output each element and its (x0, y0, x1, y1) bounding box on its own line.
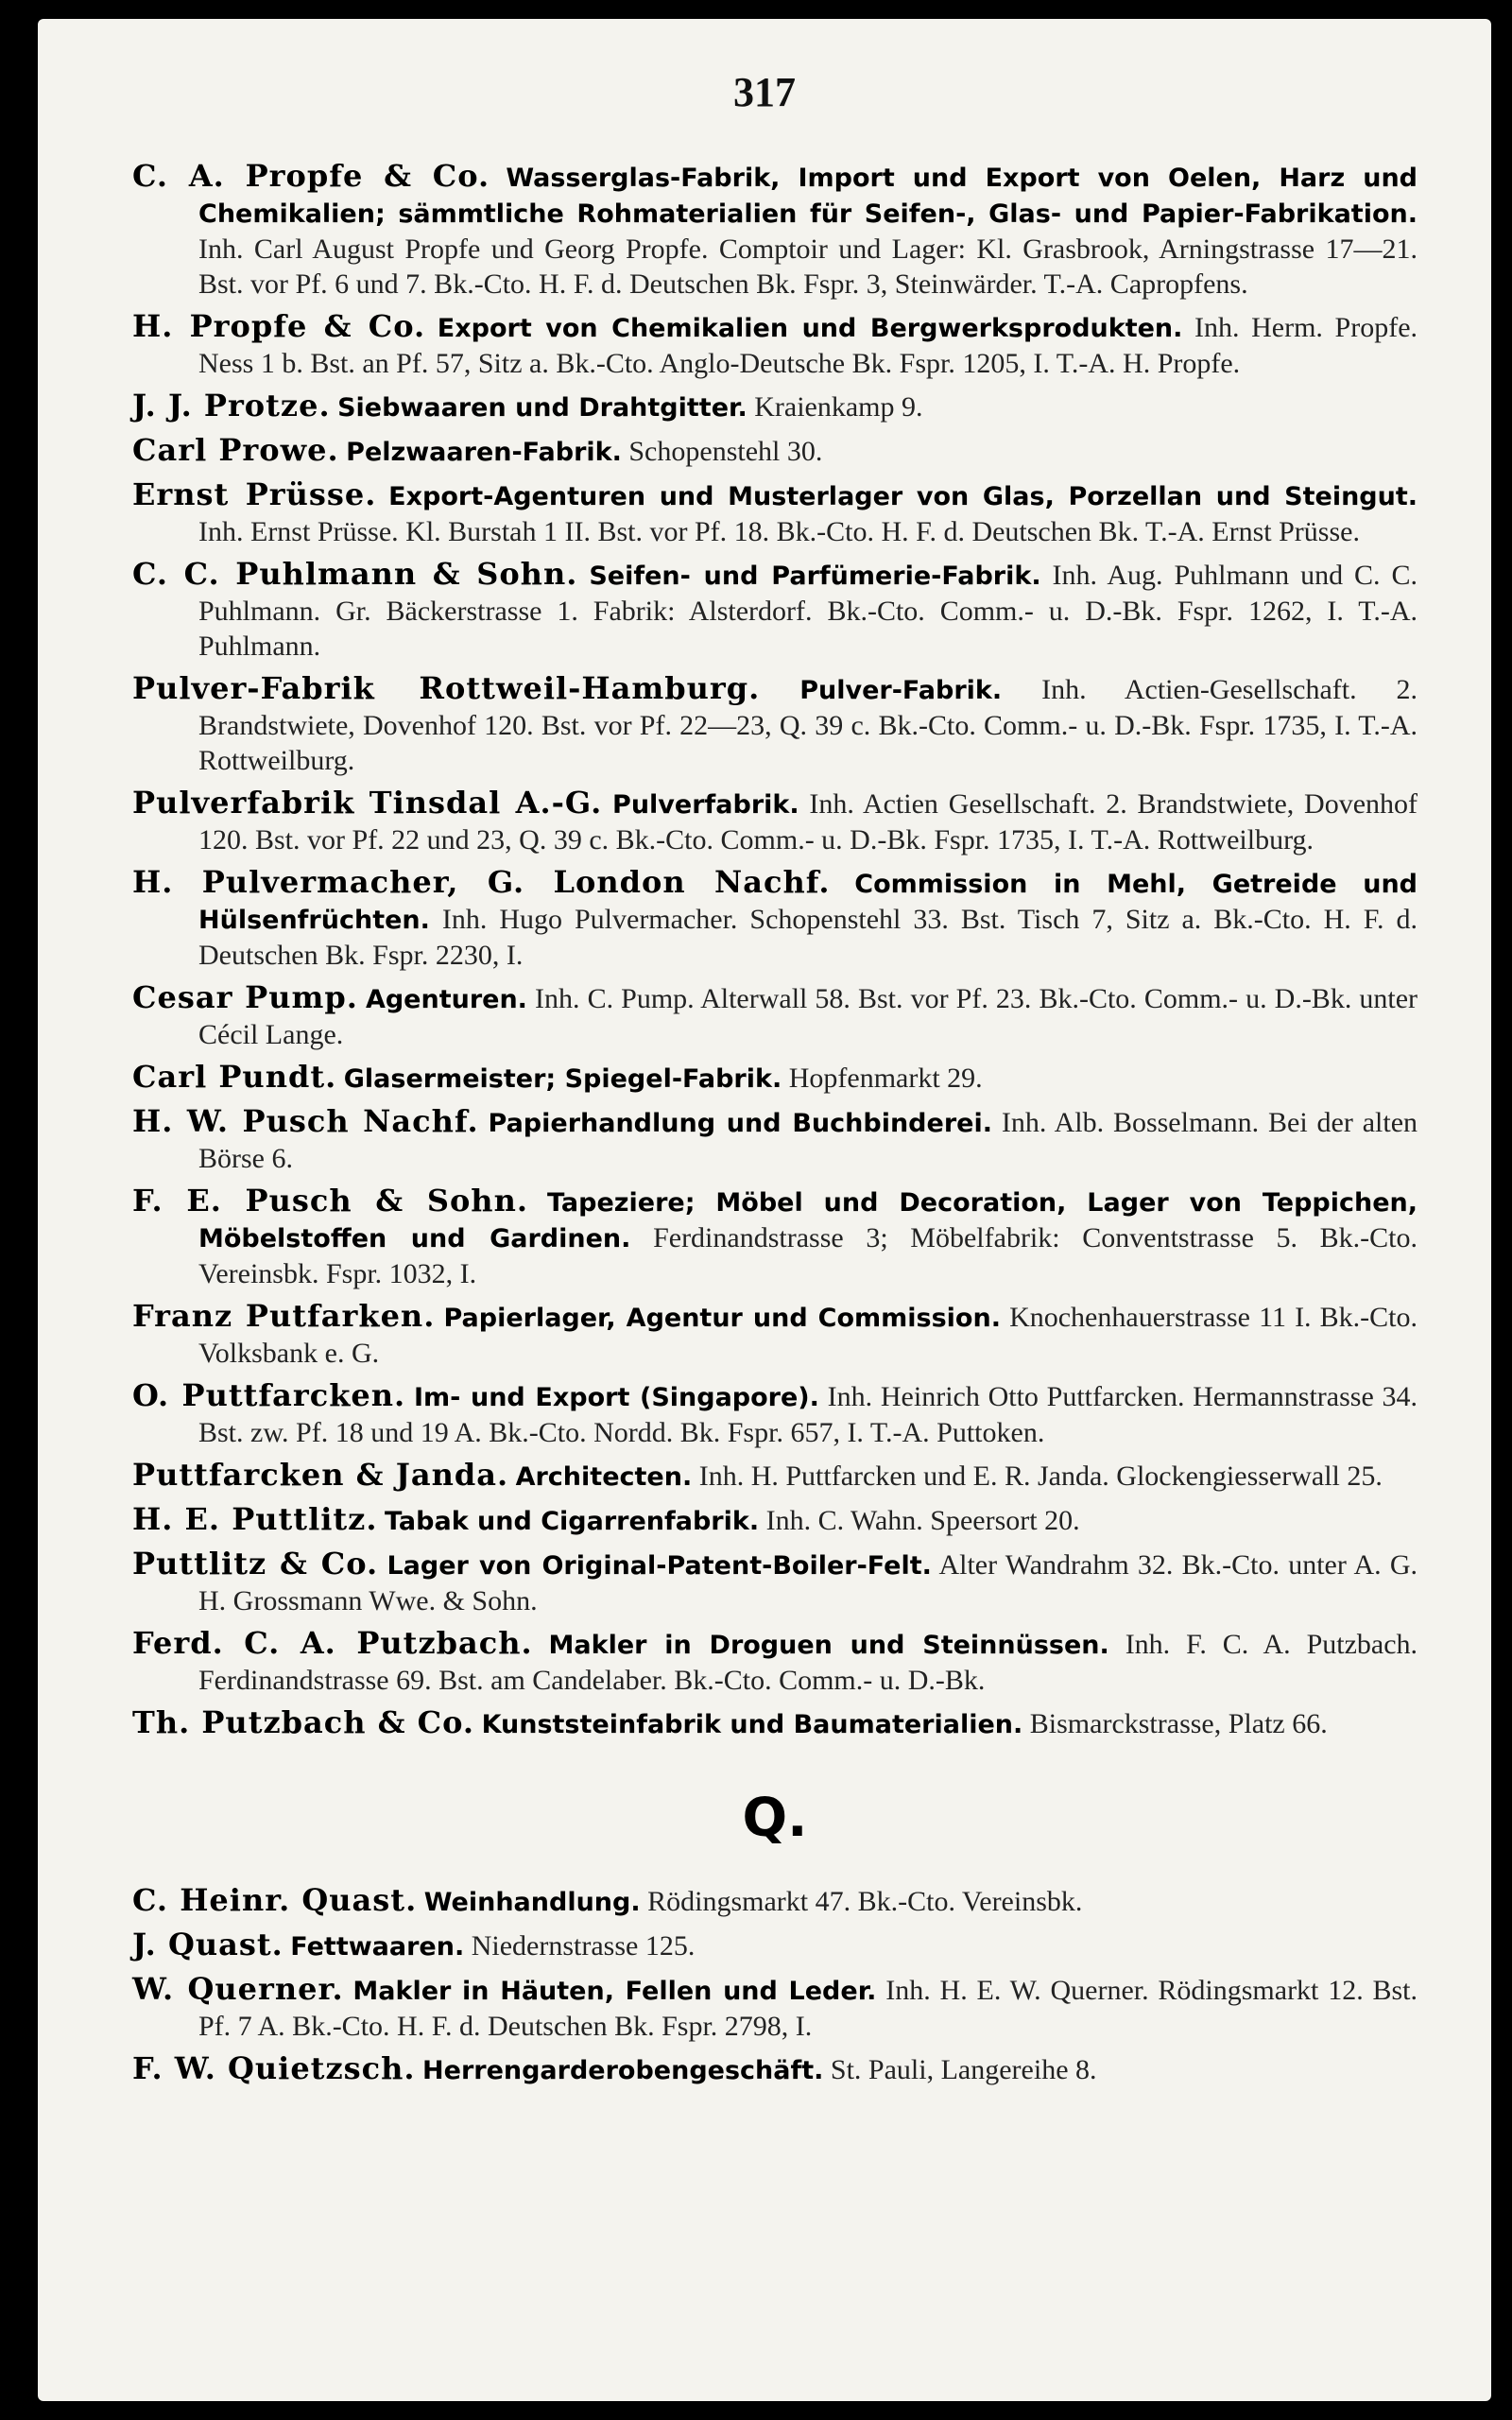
business-type: Seifen- und Parfümerie-Fabrik. (589, 562, 1041, 591)
firm-name: C. A. Propfe & Co. (132, 158, 490, 194)
firm-name: C. C. Puhlmann & Sohn. (132, 556, 578, 592)
directory-entry (132, 1705, 1418, 1742)
entry-details: Inh. C. Pump. Alterwall 58. Bst. vor Pf. 23. Bk.-Cto. Comm.- u. D.-Bk. unter Cécil Lange. (198, 983, 1418, 1050)
directory-entry (132, 1184, 1418, 1291)
entry-details: Inh. Heinrich Otto Puttfarcken. Hermannstrasse 34. Bst. zw. Pf. 18 und 19 A. Bk.-Cto. Nordd. Bk. Fspr. 657, I. T.-A. Puttoken. (198, 1381, 1418, 1448)
firm-name: Carl Prowe. (132, 432, 339, 468)
directory-entry (132, 1927, 1418, 1964)
firm-name: W. Querner. (132, 1971, 344, 2007)
directory-entry (132, 786, 1418, 857)
directory-entry (132, 1104, 1418, 1176)
business-type: Pelzwaaren-Fabrik. (346, 438, 622, 467)
firm-name: O. Puttfarcken. (132, 1377, 406, 1413)
firm-name: F. W. Quietzsch. (132, 2050, 416, 2086)
business-type: Makler in Droguen und Steinnüssen. (548, 1631, 1109, 1660)
firm-name: Ernst Prüsse. (132, 476, 377, 512)
directory-entry (132, 477, 1418, 549)
business-type: Lager von Original-Patent-Boiler-Felt. (387, 1551, 932, 1581)
directory-entry (132, 1060, 1418, 1097)
entry-details: Inh. Actien-Gesellschaft. 2. Brandstwiete, Dovenhof 120. Bst. vor Pf. 22—23, Q. 39 c. Bk.-Cto. Comm.- u. D.-Bk. Fspr. 1735, I. T.-A. Rottweilburg. (198, 674, 1418, 776)
firm-name: Franz Putfarken. (132, 1298, 436, 1334)
directory-entry (132, 1883, 1418, 1920)
business-type: Makler in Häuten, Fellen und Leder. (352, 1977, 877, 2006)
entry-details: Niedernstrasse 125. (471, 1930, 696, 1962)
p-entries (132, 159, 1418, 1742)
firm-name: F. E. Pusch & Sohn. (132, 1183, 528, 1219)
business-type: Pulverfabrik. (612, 790, 799, 820)
firm-name: H. E. Puttlitz. (132, 1501, 378, 1537)
entry-details: Inh. Aug. Puhlmann und C. C. Puhlmann. Gr. Bäckerstrasse 1. Fabrik: Alsterdorf. Bk.-Cto. Comm.- u. D.-Bk. Fspr. 1262, I. T.-A. Puhlmann. (198, 560, 1418, 662)
firm-name: Ferd. C. A. Putzbach. (132, 1625, 533, 1661)
entries-list (132, 159, 1418, 2096)
business-type: Herrengarderobengeschäft. (422, 2056, 824, 2085)
business-type: Agenturen. (365, 985, 527, 1014)
entry-details: Inh. Alb. Bosselmann. Bei der alten Börse 6. (198, 1107, 1418, 1174)
entry-details: Schopenstehl 30. (628, 436, 823, 467)
business-type: Commission in Mehl, Getreide und Hülsenfrüchten. (198, 870, 1418, 935)
business-type: Export-Agenturen und Musterlager von Glas, Porzellan und Steingut. (388, 482, 1418, 511)
firm-name: H. W. Pusch Nachf. (132, 1103, 479, 1139)
firm-name: Pulver-Fabrik Rottweil-Hamburg. (132, 670, 761, 706)
entry-details: Kraienkamp 9. (754, 391, 923, 423)
firm-name: C. Heinr. Quast. (132, 1882, 418, 1918)
entry-details: Inh. Actien Gesellschaft. 2. Brandstwiete, Dovenhof 120. Bst. vor Pf. 22 und 23, Q. 39 c. Bk.-Cto. Comm.- u. D.-Bk. Fspr. 1735, I. T.-A. Rottweilburg. (198, 788, 1418, 856)
directory-entry (132, 865, 1418, 973)
business-type: Weinhandlung. (423, 1888, 641, 1917)
business-type: Papierhandlung und Buchbinderei. (488, 1109, 992, 1138)
firm-name: Cesar Pump. (132, 979, 358, 1015)
directory-entry (132, 389, 1418, 425)
business-type: Siebwaaren und Drahtgitter. (337, 393, 747, 423)
directory-entry (132, 1972, 1418, 2044)
entry-details: Ferdinandstrasse 3; Möbelfabrik: Conventstrasse 5. Bk.-Cto. Vereinsbk. Fspr. 1032, I. (198, 1222, 1418, 1289)
business-type: Im- und Export (Singapore). (413, 1383, 819, 1412)
business-type: Glasermeister; Spiegel-Fabrik. (343, 1064, 782, 1094)
directory-entry (132, 159, 1418, 302)
directory-entry (132, 1378, 1418, 1450)
entry-details: Inh. Hugo Pulvermacher. Schopenstehl 33. Bst. Tisch 7, Sitz a. Bk.-Cto. H. F. d. Deutschen Bk. Fspr. 2230, I. (198, 904, 1418, 971)
firm-name: Pulverfabrik Tinsdal A.-G. (132, 785, 603, 821)
section-letter: Q. (742, 1788, 808, 1849)
business-type: Export von Chemikalien und Bergwerksprodukten. (437, 314, 1183, 343)
entry-details: Inh. Ernst Prüsse. Kl. Burstah 1 II. Bst. vor Pf. 18. Bk.-Cto. H. F. d. Deutschen Bk. T.-A. Ernst Prüsse. (198, 516, 1360, 547)
entry-details: Inh. Herm. Propfe. Ness 1 b. Bst. an Pf. 57, Sitz a. Bk.-Cto. Anglo-Deutsche Bk. Fspr. 1205, I. T.-A. H. Propfe. (198, 312, 1418, 379)
directory-entry (132, 671, 1418, 778)
business-type: Wasserglas-Fabrik, Import und Export von Oelen, Harz und Chemikalien; sämmtliche Rohmaterialien für Seifen-, Glas- und Papier-Fabrikation. (198, 164, 1418, 229)
business-type: Fettwaaren. (290, 1932, 465, 1962)
business-type: Tapeziere; Möbel und Decoration, Lager von Teppichen, Möbelstoffen und Gardinen. (198, 1188, 1418, 1253)
directory-entry (132, 1502, 1418, 1539)
page-number: 317 (733, 69, 796, 115)
entry-details: Inh. H. E. W. Querner. Rödingsmarkt 12. Bst. Pf. 7 A. Bk.-Cto. H. F. d. Deutschen Bk. Fspr. 2798, I. (198, 1975, 1418, 2042)
directory-entry (132, 2051, 1418, 2088)
firm-name: Puttfarcken & Janda. (132, 1457, 509, 1493)
firm-name: Puttlitz & Co. (132, 1546, 379, 1582)
directory-entry (132, 1458, 1418, 1495)
entry-details: Inh. Carl August Propfe und Georg Propfe. Comptoir und Lager: Kl. Grasbrook, Arningstrasse 17—21. Bst. vor Pf. 6 und 7. Bk.-Cto. H. F. d. Deutschen Bk. Fspr. 3, Steinwärder. T.-A. Capropfens. (198, 233, 1418, 300)
entry-details: Bismarckstrasse, Platz 66. (1029, 1708, 1328, 1739)
directory-entry (132, 1626, 1418, 1698)
directory-entry (132, 433, 1418, 470)
firm-name: J. J. Protze. (132, 388, 331, 424)
firm-name: H. Pulvermacher, G. London Nachf. (132, 864, 831, 900)
business-type: Architecten. (515, 1462, 693, 1492)
business-type: Tabak und Cigarrenfabrik. (384, 1507, 760, 1536)
entry-details: Rödingsmarkt 47. Bk.-Cto. Vereinsbk. (647, 1886, 1083, 1917)
directory-entry (132, 1299, 1418, 1371)
directory-entry (132, 309, 1418, 381)
firm-name: H. Propfe & Co. (132, 308, 426, 344)
firm-name: Th. Putzbach & Co. (132, 1704, 475, 1740)
entry-details: St. Pauli, Langereihe 8. (830, 2054, 1097, 2085)
entry-details: Alter Wandrahm 32. Bk.-Cto. unter A. G. H. Grossmann Wwe. & Sohn. (198, 1549, 1418, 1616)
q-entries (132, 1883, 1418, 2088)
entry-details: Inh. F. C. A. Putzbach. Ferdinandstrasse 69. Bst. am Candelaber. Bk.-Cto. Comm.- u. D.-Bk. (198, 1629, 1418, 1696)
directory-page (38, 19, 1491, 2401)
entry-details: Inh. C. Wahn. Speersort 20. (765, 1505, 1080, 1536)
directory-entry (132, 1547, 1418, 1618)
business-type: Kunststeinfabrik und Baumaterialien. (481, 1710, 1023, 1739)
entry-details: Hopfenmarkt 29. (788, 1063, 983, 1094)
firm-name: Carl Pundt. (132, 1059, 337, 1095)
firm-name: J. Quast. (132, 1927, 284, 1962)
entry-details: Knochenhauerstrasse 11 I. Bk.-Cto. Volksbank e. G. (198, 1302, 1418, 1369)
entry-details: Inh. H. Puttfarcken und E. R. Janda. Glockengiesserwall 25. (698, 1461, 1383, 1492)
business-type: Pulver-Fabrik. (799, 676, 1003, 705)
directory-entry (132, 980, 1418, 1052)
business-type: Papierlager, Agentur und Commission. (443, 1304, 1001, 1333)
directory-entry (132, 557, 1418, 664)
